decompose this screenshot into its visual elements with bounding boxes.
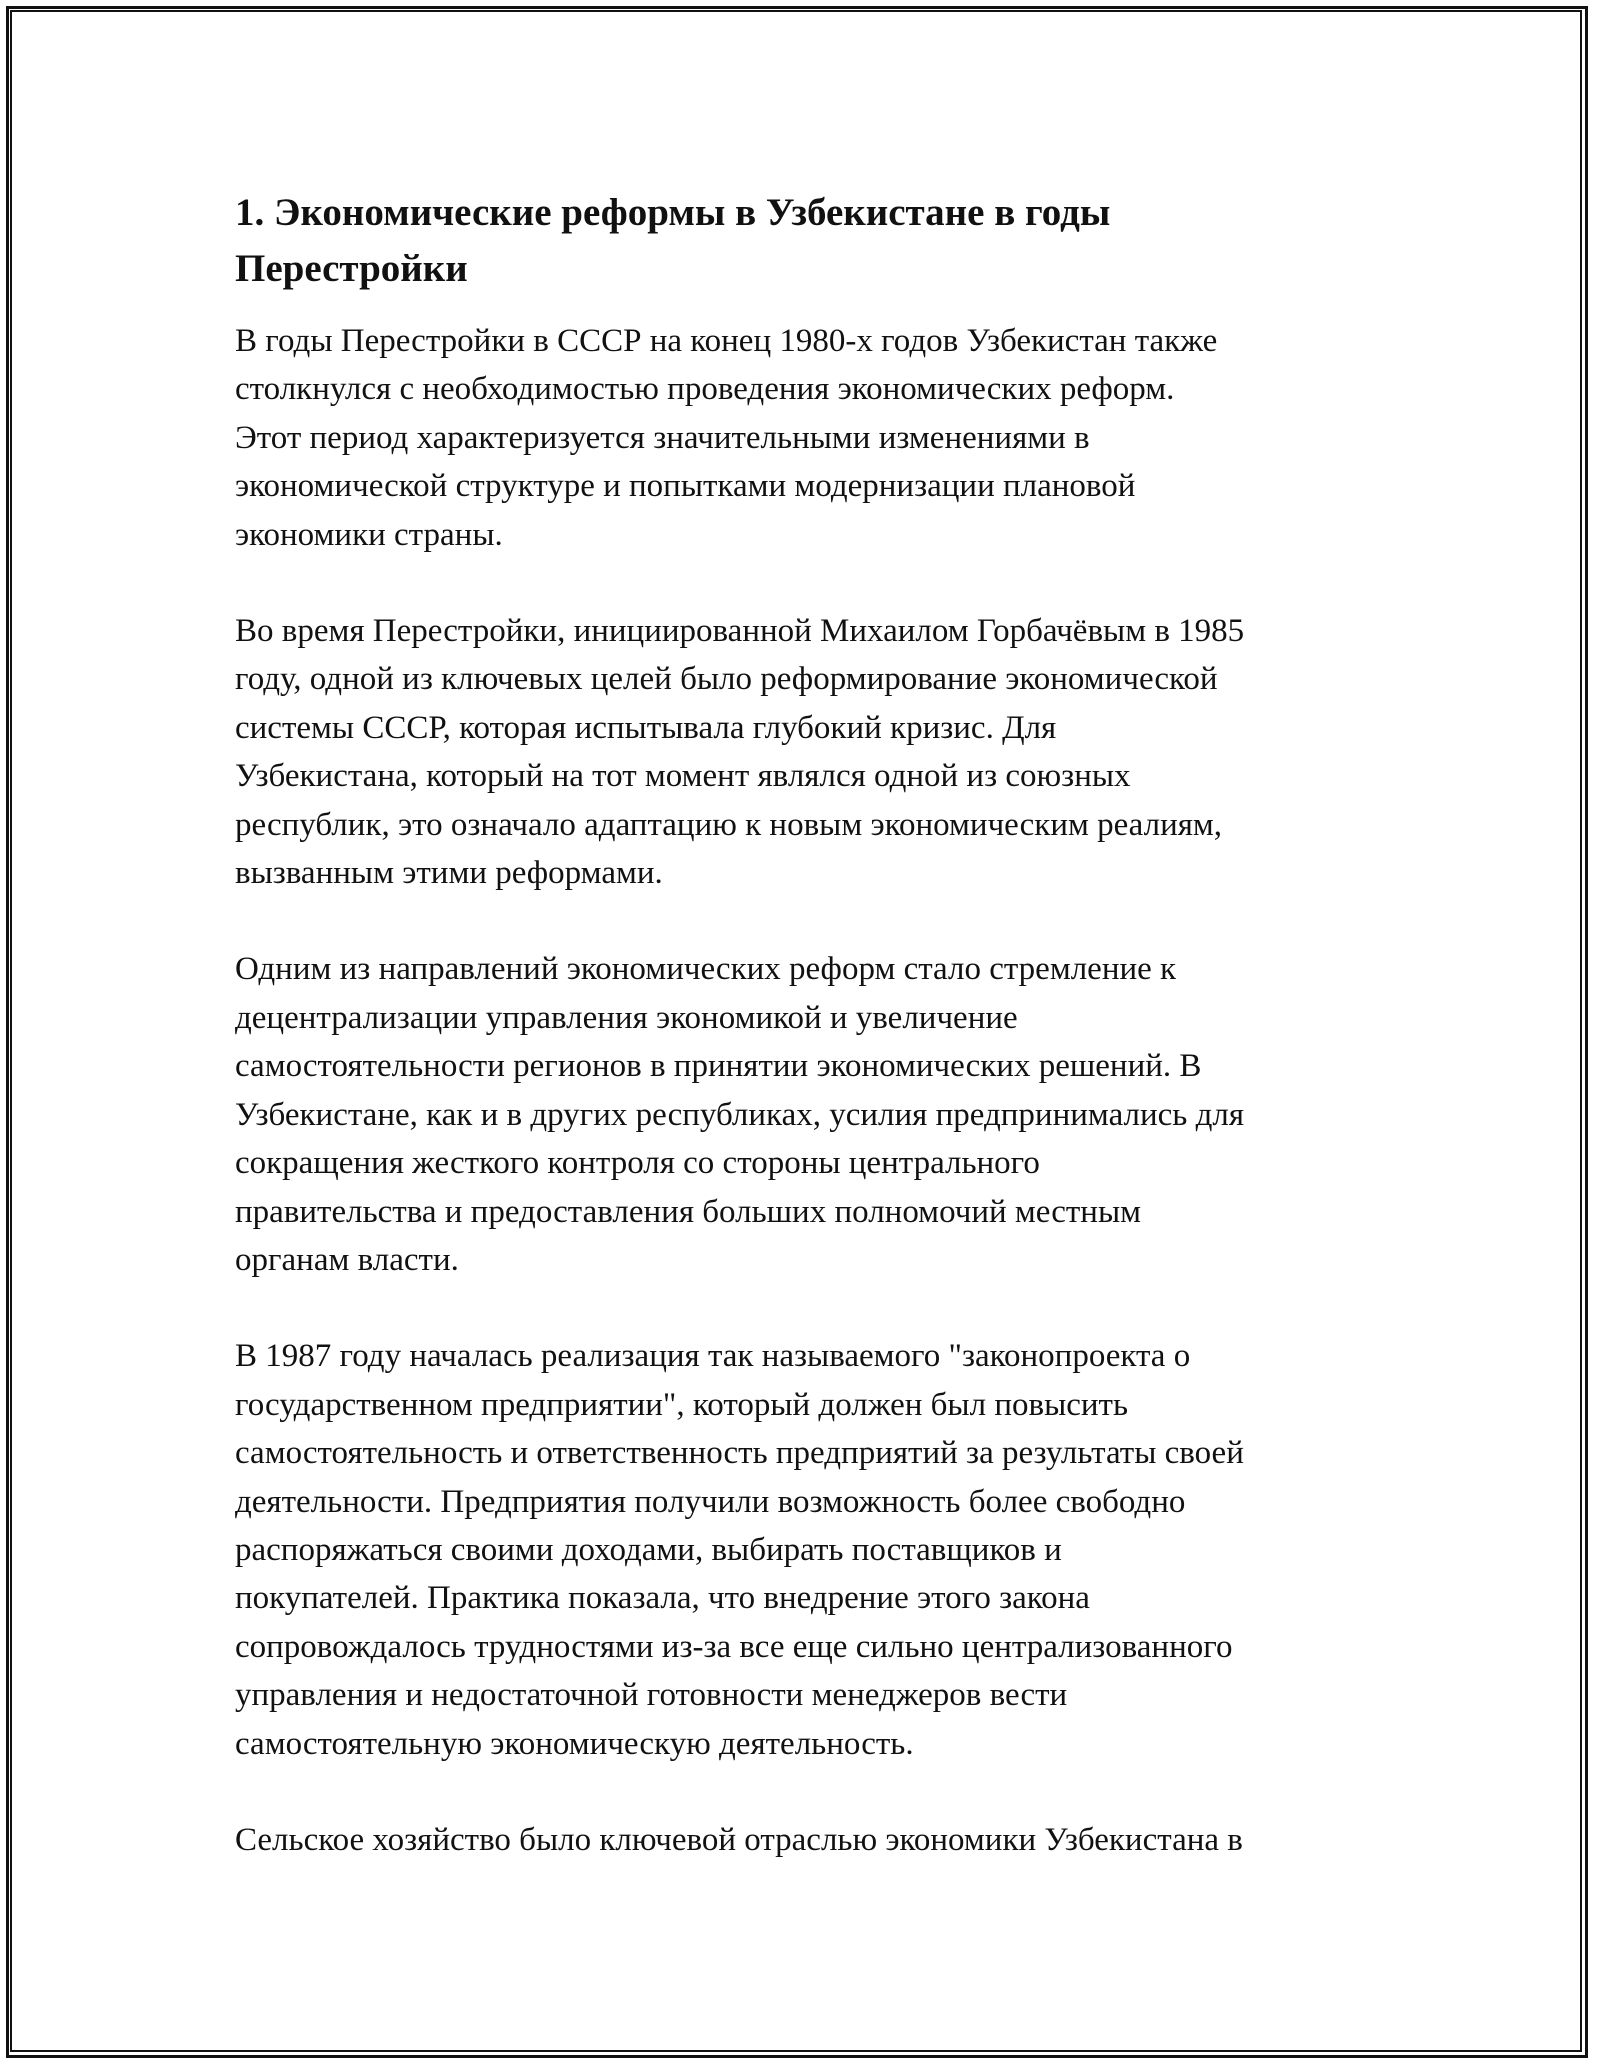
text-line: органам власти. <box>235 1241 459 1278</box>
text-line: самостоятельности регионов в принятии экономических решений. В <box>235 1048 1202 1085</box>
text-line: децентрализации управления экономикой и увеличение <box>235 999 1018 1036</box>
text-line: Одним из направлений экономических реформ стало стремление к <box>235 951 1177 988</box>
text-line: В 1987 году началась реализация так называемого "законопроекта о <box>235 1338 1191 1375</box>
text-line: году, одной из ключевых целей было реформирование экономической <box>235 661 1218 698</box>
document-page <box>235 185 1375 1912</box>
text-line: государственном предприятии", который должен был повысить <box>235 1386 1129 1423</box>
text-line: распоряжаться своими доходами, выбирать поставщиков и <box>235 1531 1062 1568</box>
paragraph-5 <box>235 1816 1375 1864</box>
section-heading <box>235 185 1375 297</box>
text-line: Узбекистане, как и в других республиках, усилия предпринимались для <box>235 1096 1245 1133</box>
text-line: самостоятельность и ответственность предприятий за результаты своей <box>235 1435 1244 1472</box>
text-line: покупателей. Практика показала, что внедрение этого закона <box>235 1580 1090 1617</box>
paragraph-1 <box>235 317 1375 559</box>
paragraph-2 <box>235 607 1375 897</box>
text-line: В годы Перестройки в СССР на конец 1980-х годов Узбекистан также <box>235 323 1218 359</box>
heading-line: Перестройки <box>235 247 468 290</box>
text-line: Во время Перестройки, инициированной Михаилом Горбачёвым в 1985 <box>235 613 1245 650</box>
heading-line: 1. Экономические реформы в Узбекистане в годы <box>235 191 1111 234</box>
text-line: вызванным этими реформами. <box>235 855 663 892</box>
text-line: Этот период характеризуется значительными изменениями в <box>235 419 1090 456</box>
text-line: республик, это означало адаптацию к новым экономическим реалиям, <box>235 806 1223 843</box>
text-line: деятельности. Предприятия получили возможность более свободно <box>235 1483 1186 1520</box>
text-line: сокращения жесткого контроля со стороны центрального <box>235 1145 1040 1182</box>
text-line: Узбекистана, который на тот момент являлся одной из союзных <box>235 758 1131 795</box>
text-line: Сельское хозяйство было ключевой отраслью экономики Узбекистана в <box>235 1821 1243 1858</box>
text-line: правительства и предоставления больших полномочий местным <box>235 1193 1142 1230</box>
paragraph-3 <box>235 945 1375 1284</box>
text-line: сопровождалось трудностями из-за все еще сильно централизованного <box>235 1628 1233 1665</box>
text-line: системы СССР, которая испытывала глубокий кризис. Для <box>235 709 1057 746</box>
text-line: экономической структуре и попытками модернизации плановой <box>235 468 1136 505</box>
text-line: самостоятельную экономическую деятельность. <box>235 1725 914 1762</box>
text-line: управления и недостаточной готовности менеджеров вести <box>235 1677 1068 1714</box>
text-line: экономики страны. <box>235 516 503 553</box>
text-line: столкнулся с необходимостью проведения экономических реформ. <box>235 371 1175 408</box>
paragraph-4 <box>235 1332 1375 1768</box>
